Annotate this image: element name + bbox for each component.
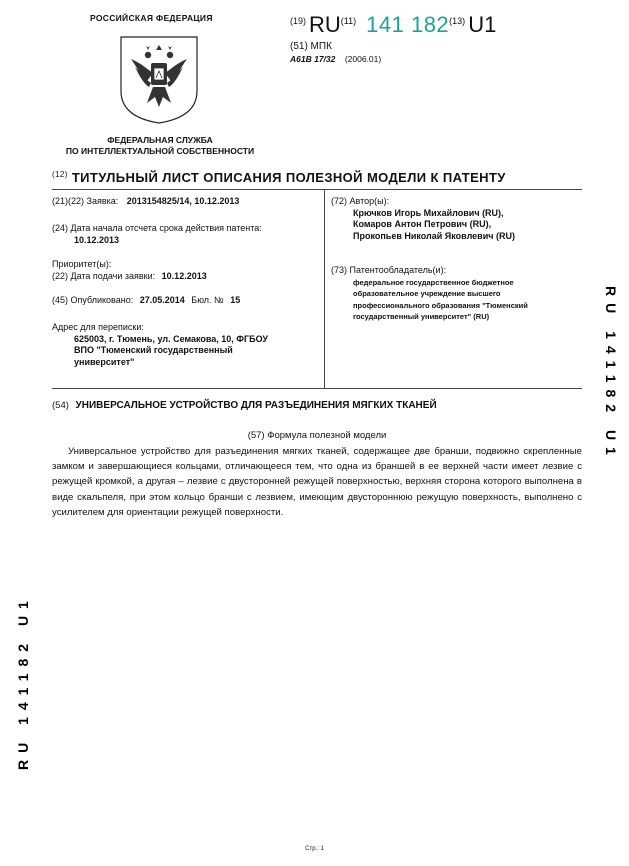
holder-line-3: профессионального образования "Тюменский	[353, 300, 528, 310]
author-2: Комаров Антон Петрович (RU),	[353, 219, 492, 229]
ipc-label: (51) МПК	[290, 41, 332, 52]
divider-top	[52, 189, 582, 190]
document-title-text: ТИТУЛЬНЫЙ ЛИСТ ОПИСАНИЯ ПОЛЕЗНОЙ МОДЕЛИ К ПАТЕНТУ	[71, 170, 506, 185]
side-code-right	[592, 284, 629, 524]
code-13: (13)	[449, 16, 466, 26]
ipc-classification	[290, 54, 381, 64]
page-number: Стр.: 1	[305, 846, 324, 852]
bulletin-value: 15	[230, 295, 241, 305]
agency-line-2: ПО ИНТЕЛЛЕКТУАЛЬНОЙ СОБСТВЕННОСТИ	[65, 146, 255, 156]
application-value: 2013154825/14, 10.12.2013	[126, 196, 240, 206]
patent-number: 141 182	[366, 12, 450, 37]
ipc-version: (2006.01)	[344, 54, 382, 64]
holder-line-4: государственный университет" (RU)	[353, 312, 490, 321]
term-value: 10.12.2013	[74, 234, 120, 245]
ipc-class: A61B 17/32	[290, 54, 336, 64]
country-code: RU	[309, 12, 341, 37]
invention-title	[52, 400, 437, 411]
state-emblem-icon	[117, 33, 201, 125]
bulletin-label: Бюл. №	[191, 295, 224, 305]
holder-line-1: федеральное государственное бюджетное	[353, 277, 514, 287]
code-19: (19)	[290, 16, 307, 26]
author-3: Прокопьев Николай Яковлевич (RU)	[353, 230, 515, 241]
term-field	[52, 223, 320, 246]
authors-label: (72) Автор(ы):	[331, 196, 390, 206]
holder-line-2: образовательное учреждение высшего	[353, 289, 501, 298]
code-12: (12)	[52, 170, 68, 179]
code-11: (11)	[340, 16, 357, 26]
filing-field	[52, 271, 207, 283]
priority-label: Приоритет(ы):	[52, 259, 112, 269]
holder-field	[331, 265, 581, 323]
term-label: (24) Дата начала отсчета срока действия патента:	[52, 223, 262, 233]
address-label: Адрес для переписки:	[52, 322, 144, 332]
authors-field	[331, 196, 581, 242]
filing-label: (22) Дата подачи заявки:	[52, 271, 156, 281]
publication-field	[52, 295, 240, 307]
application-field	[52, 196, 239, 208]
address-line-3: университет"	[74, 356, 135, 367]
application-label: (21)(22) Заявка:	[52, 196, 119, 206]
kind-code: U1	[468, 12, 497, 37]
agency-line-1: ФЕДЕРАЛЬНАЯ СЛУЖБА	[107, 135, 213, 145]
author-1: Крючков Игорь Михайлович (RU),	[353, 207, 504, 218]
invention-title-text: УНИВЕРСАЛЬНОЕ УСТРОЙСТВО ДЛЯ РАЗЪЕДИНЕНИЯ МЯГКИХ ТКАНЕЙ	[75, 400, 437, 411]
address-line-1: 625003, г. Тюмень, ул. Семакова, 10, ФГБОУ	[74, 333, 268, 344]
formula-body	[52, 444, 582, 520]
divider-bottom	[52, 388, 582, 389]
divider-vertical	[324, 190, 325, 388]
address-line-2: ВПО "Тюменский государственный	[74, 345, 233, 355]
document-title	[52, 170, 506, 185]
country-name: РОССИЙСКАЯ ФЕДЕРАЦИЯ	[90, 13, 213, 23]
side-code-left	[2, 522, 42, 772]
formula-text: Универсальное устройство для разъединения мягких тканей, содержащее две бранши, подвижно скрепленные замком и завершающиеся кольцами, отличающееся тем, что одна из браншей в ее верхней части имеет лезвие с режущей кромкой, а другая – лезвие с двусторонней режущей поверхностью, верхняя сторона которого выполнена в виде скальпеля, при этом кольцо бранши с лезвием, имеющим двустороннюю режущую поверхность, выполнено с усилителем для ориентации режущей поверхности.	[52, 446, 582, 518]
publication-label: (45) Опубликовано:	[52, 295, 134, 305]
filing-value: 10.12.2013	[161, 271, 207, 281]
document-number	[290, 12, 496, 42]
side-code-left-text: RU 141182 U1	[15, 594, 31, 770]
side-code-right-text: RU 141182 U1	[603, 286, 619, 462]
address-field	[52, 322, 320, 368]
code-54: (54)	[52, 400, 69, 411]
agency-name	[40, 135, 280, 157]
publication-value: 27.05.2014	[139, 295, 185, 305]
formula-heading: (57) Формула полезной модели	[247, 430, 387, 441]
holder-label: (73) Патентообладатель(и):	[331, 265, 447, 275]
